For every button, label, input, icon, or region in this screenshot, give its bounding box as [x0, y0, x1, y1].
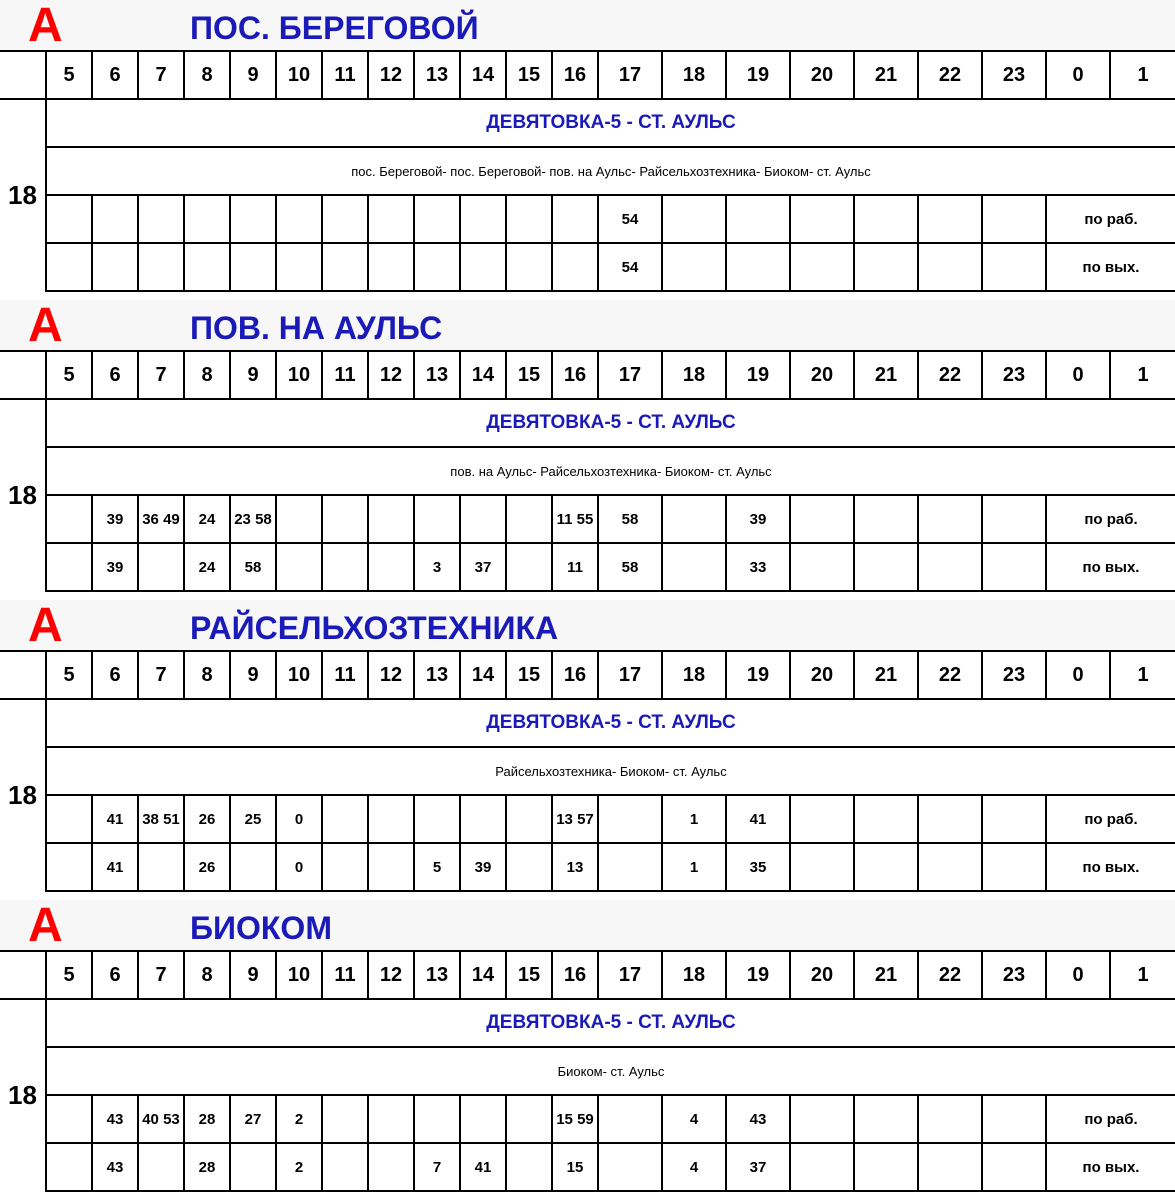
stop-name: ПОС. БЕРЕГОВОЙ [190, 10, 479, 46]
departure-cell [46, 795, 92, 843]
departure-cell [918, 795, 982, 843]
departure-cell: 3 [414, 543, 460, 591]
weekday-row [0, 795, 1175, 843]
hour-cell: 22 [918, 51, 982, 99]
departure-cell: 13 [552, 843, 598, 891]
departure-cell: 28 [184, 1095, 230, 1143]
departure-cell: 2 [276, 1143, 322, 1191]
departure-cell [368, 495, 414, 543]
departure-cell [552, 243, 598, 291]
stop-letter: А [28, 599, 63, 652]
departure-cell [790, 495, 854, 543]
departure-cell: 54 [598, 243, 662, 291]
departure-cell: 28 [184, 1143, 230, 1191]
hour-cell: 17 [598, 351, 662, 399]
schedule-table [0, 950, 1175, 1192]
departure-cell [230, 1143, 276, 1191]
departure-cell [854, 543, 918, 591]
hour-cell: 6 [92, 51, 138, 99]
stop-name: РАЙСЕЛЬХОЗТЕХНИКА [190, 610, 559, 646]
departure-cell [918, 543, 982, 591]
hour-cell: 7 [138, 651, 184, 699]
hour-cell: 11 [322, 351, 368, 399]
route-title: ДЕВЯТОВКА-5 - СТ. АУЛЬС [46, 399, 1175, 447]
hour-cell: 9 [230, 651, 276, 699]
route-number: 18 [0, 99, 46, 291]
departure-cell [662, 495, 726, 543]
route-path: Райсельхозтехника- Биоком- ст. Аульс [46, 747, 1175, 795]
hour-cell: 10 [276, 951, 322, 999]
departure-cell: 0 [276, 843, 322, 891]
departure-cell [230, 843, 276, 891]
hour-cell: 16 [552, 651, 598, 699]
departure-cell [230, 243, 276, 291]
departure-cell [982, 1143, 1046, 1191]
hour-cell: 6 [92, 951, 138, 999]
departure-cell [982, 843, 1046, 891]
departure-cell: 37 [726, 1143, 790, 1191]
departure-cell: 11 55 [552, 495, 598, 543]
departure-cell [854, 843, 918, 891]
departure-cell: 39 [726, 495, 790, 543]
departure-cell [46, 195, 92, 243]
stop-name: ПОВ. НА АУЛЬС [190, 310, 443, 346]
weekend-row [0, 543, 1175, 591]
hour-cell: 21 [854, 351, 918, 399]
weekday-label: по раб. [1046, 795, 1175, 843]
route-path: пос. Береговой- пос. Береговой- пов. на Аульс- Райсельхозтехника- Биоком- ст. Аульс [46, 147, 1175, 195]
weekday-label: по раб. [1046, 1095, 1175, 1143]
departure-cell: 58 [598, 543, 662, 591]
hour-cell: 10 [276, 351, 322, 399]
weekday-row [0, 195, 1175, 243]
stop-section [0, 600, 1175, 900]
route-number: 18 [0, 699, 46, 891]
departure-cell: 41 [726, 795, 790, 843]
departure-cell: 38 51 [138, 795, 184, 843]
departure-cell: 1 [662, 795, 726, 843]
stop-header [0, 900, 1175, 950]
hour-cell: 10 [276, 51, 322, 99]
hour-cell: 6 [92, 651, 138, 699]
departure-cell [276, 495, 322, 543]
hour-cell: 15 [506, 651, 552, 699]
departure-cell: 24 [184, 543, 230, 591]
departure-cell [46, 1143, 92, 1191]
hour-cell: 21 [854, 651, 918, 699]
departure-cell [276, 543, 322, 591]
hour-cell: 15 [506, 351, 552, 399]
departure-cell: 58 [230, 543, 276, 591]
hour-cell: 18 [662, 951, 726, 999]
hour-cell: 18 [662, 51, 726, 99]
departure-cell [92, 243, 138, 291]
departure-cell: 4 [662, 1143, 726, 1191]
departure-cell [506, 1095, 552, 1143]
departure-cell [918, 1143, 982, 1191]
departure-cell [982, 195, 1046, 243]
departure-cell [506, 243, 552, 291]
hour-cell: 5 [46, 51, 92, 99]
hour-cell: 14 [460, 951, 506, 999]
departure-cell: 27 [230, 1095, 276, 1143]
departure-cell [790, 795, 854, 843]
departure-cell [918, 243, 982, 291]
hour-cell: 14 [460, 51, 506, 99]
departure-cell [790, 243, 854, 291]
departure-cell: 43 [92, 1143, 138, 1191]
departure-cell [982, 495, 1046, 543]
departure-cell: 11 [552, 543, 598, 591]
departure-cell [854, 1143, 918, 1191]
hour-cell: 6 [92, 351, 138, 399]
hour-cell: 11 [322, 51, 368, 99]
corner-cell [0, 51, 46, 99]
departure-cell [982, 243, 1046, 291]
departure-cell [276, 243, 322, 291]
route-number: 18 [0, 399, 46, 591]
departure-cell [854, 1095, 918, 1143]
departure-cell [138, 843, 184, 891]
departure-cell: 39 [92, 495, 138, 543]
hour-cell: 20 [790, 651, 854, 699]
stop-section [0, 900, 1175, 1200]
hour-cell: 1 [1110, 51, 1175, 99]
schedule-table [0, 350, 1175, 592]
departure-cell [460, 195, 506, 243]
hour-cell: 16 [552, 51, 598, 99]
stop-section [0, 0, 1175, 300]
hour-cell: 9 [230, 351, 276, 399]
departure-cell: 39 [92, 543, 138, 591]
hour-cell: 0 [1046, 951, 1110, 999]
hour-cell: 18 [662, 351, 726, 399]
departure-cell [506, 1143, 552, 1191]
departure-cell: 43 [92, 1095, 138, 1143]
departure-cell [276, 195, 322, 243]
hours-row [0, 351, 1175, 399]
departure-cell [368, 543, 414, 591]
departure-cell [790, 543, 854, 591]
hour-cell: 7 [138, 351, 184, 399]
route-path: Биоком- ст. Аульс [46, 1047, 1175, 1095]
hour-cell: 15 [506, 951, 552, 999]
departure-cell [322, 495, 368, 543]
hours-row [0, 951, 1175, 999]
departure-cell: 54 [598, 195, 662, 243]
hour-cell: 20 [790, 351, 854, 399]
departure-cell [368, 1095, 414, 1143]
departure-cell [414, 795, 460, 843]
hour-cell: 15 [506, 51, 552, 99]
departure-cell [506, 795, 552, 843]
departure-cell: 1 [662, 843, 726, 891]
departure-cell: 39 [460, 843, 506, 891]
hour-cell: 8 [184, 651, 230, 699]
hours-row [0, 51, 1175, 99]
departure-cell [322, 1095, 368, 1143]
departure-cell [46, 843, 92, 891]
hour-cell: 7 [138, 951, 184, 999]
departure-cell [322, 243, 368, 291]
hour-cell: 12 [368, 351, 414, 399]
departure-cell: 13 57 [552, 795, 598, 843]
hour-cell: 12 [368, 951, 414, 999]
departure-cell: 40 53 [138, 1095, 184, 1143]
route-path: пов. на Аульс- Райсельхозтехника- Биоком- ст. Аульс [46, 447, 1175, 495]
departure-cell [460, 1095, 506, 1143]
stop-name: БИОКОМ [190, 910, 332, 946]
departure-cell [414, 1095, 460, 1143]
departure-cell [854, 495, 918, 543]
departure-cell [662, 543, 726, 591]
hour-cell: 13 [414, 951, 460, 999]
departure-cell [790, 1095, 854, 1143]
departure-cell [598, 1143, 662, 1191]
departure-cell [460, 795, 506, 843]
departure-cell [322, 543, 368, 591]
departure-cell [414, 495, 460, 543]
departure-cell [790, 1143, 854, 1191]
hour-cell: 21 [854, 951, 918, 999]
departure-cell [368, 1143, 414, 1191]
stop-header [0, 600, 1175, 650]
departure-cell [726, 243, 790, 291]
hour-cell: 5 [46, 951, 92, 999]
hour-cell: 13 [414, 651, 460, 699]
hour-cell: 11 [322, 951, 368, 999]
hour-cell: 12 [368, 51, 414, 99]
hour-cell: 19 [726, 351, 790, 399]
departure-cell: 33 [726, 543, 790, 591]
departure-cell: 37 [460, 543, 506, 591]
departure-cell [138, 243, 184, 291]
hour-cell: 17 [598, 651, 662, 699]
departure-cell: 15 59 [552, 1095, 598, 1143]
departure-cell [918, 843, 982, 891]
hour-cell: 5 [46, 351, 92, 399]
hour-cell: 23 [982, 51, 1046, 99]
corner-cell [0, 951, 46, 999]
weekday-label: по раб. [1046, 195, 1175, 243]
departure-cell [92, 195, 138, 243]
departure-cell: 15 [552, 1143, 598, 1191]
hour-cell: 22 [918, 651, 982, 699]
hour-cell: 16 [552, 951, 598, 999]
hour-cell: 1 [1110, 951, 1175, 999]
departure-cell [662, 243, 726, 291]
departure-cell [322, 1143, 368, 1191]
departure-cell [854, 243, 918, 291]
departure-cell: 58 [598, 495, 662, 543]
route-title: ДЕВЯТОВКА-5 - СТ. АУЛЬС [46, 699, 1175, 747]
hour-cell: 14 [460, 651, 506, 699]
departure-cell [506, 495, 552, 543]
stop-section [0, 300, 1175, 600]
departure-cell [506, 843, 552, 891]
hour-cell: 13 [414, 51, 460, 99]
corner-cell [0, 651, 46, 699]
departure-cell: 41 [92, 795, 138, 843]
weekend-label: по вых. [1046, 843, 1175, 891]
departure-cell: 36 49 [138, 495, 184, 543]
hour-cell: 19 [726, 951, 790, 999]
departure-cell [506, 195, 552, 243]
hour-cell: 12 [368, 651, 414, 699]
departure-cell [598, 843, 662, 891]
departure-cell: 23 58 [230, 495, 276, 543]
weekend-row [0, 243, 1175, 291]
hour-cell: 23 [982, 951, 1046, 999]
departure-cell: 4 [662, 1095, 726, 1143]
stop-header [0, 300, 1175, 350]
departure-cell [138, 1143, 184, 1191]
hour-cell: 5 [46, 651, 92, 699]
departure-cell [598, 795, 662, 843]
stop-letter: А [28, 899, 63, 952]
hour-cell: 9 [230, 51, 276, 99]
hour-cell: 17 [598, 951, 662, 999]
departure-cell: 25 [230, 795, 276, 843]
departure-cell [46, 543, 92, 591]
weekend-label: по вых. [1046, 243, 1175, 291]
hours-row [0, 651, 1175, 699]
hour-cell: 18 [662, 651, 726, 699]
departure-cell [138, 195, 184, 243]
weekend-label: по вых. [1046, 1143, 1175, 1191]
departure-cell [230, 195, 276, 243]
departure-cell [322, 795, 368, 843]
departure-cell: 26 [184, 843, 230, 891]
schedule-table [0, 650, 1175, 892]
departure-cell: 41 [460, 1143, 506, 1191]
weekend-row [0, 1143, 1175, 1191]
hour-cell: 8 [184, 351, 230, 399]
departure-cell [184, 243, 230, 291]
departure-cell [368, 795, 414, 843]
departure-cell: 43 [726, 1095, 790, 1143]
departure-cell: 5 [414, 843, 460, 891]
hour-cell: 1 [1110, 651, 1175, 699]
weekday-row [0, 495, 1175, 543]
hour-cell: 21 [854, 51, 918, 99]
departure-cell [918, 1095, 982, 1143]
hour-cell: 0 [1046, 351, 1110, 399]
departure-cell [368, 243, 414, 291]
departure-cell [982, 1095, 1046, 1143]
departure-cell: 24 [184, 495, 230, 543]
departure-cell: 35 [726, 843, 790, 891]
hour-cell: 8 [184, 51, 230, 99]
hour-cell: 11 [322, 651, 368, 699]
hour-cell: 7 [138, 51, 184, 99]
hour-cell: 13 [414, 351, 460, 399]
departure-cell: 26 [184, 795, 230, 843]
departure-cell [982, 543, 1046, 591]
departure-cell [552, 195, 598, 243]
departure-cell: 2 [276, 1095, 322, 1143]
hour-cell: 19 [726, 51, 790, 99]
departure-cell: 7 [414, 1143, 460, 1191]
weekday-label: по раб. [1046, 495, 1175, 543]
departure-cell [918, 195, 982, 243]
departure-cell [46, 243, 92, 291]
hour-cell: 23 [982, 651, 1046, 699]
departure-cell [46, 1095, 92, 1143]
departure-cell [460, 243, 506, 291]
route-number: 18 [0, 999, 46, 1191]
departure-cell [322, 195, 368, 243]
departure-cell [598, 1095, 662, 1143]
departure-cell [790, 195, 854, 243]
hour-cell: 14 [460, 351, 506, 399]
hour-cell: 22 [918, 951, 982, 999]
hour-cell: 17 [598, 51, 662, 99]
hour-cell: 1 [1110, 351, 1175, 399]
departure-cell [368, 843, 414, 891]
departure-cell [662, 195, 726, 243]
hour-cell: 0 [1046, 651, 1110, 699]
departure-cell [138, 543, 184, 591]
stop-letter: А [28, 299, 63, 352]
departure-cell [790, 843, 854, 891]
weekend-label: по вых. [1046, 543, 1175, 591]
departure-cell [184, 195, 230, 243]
hour-cell: 9 [230, 951, 276, 999]
departure-cell [726, 195, 790, 243]
weekday-row [0, 1095, 1175, 1143]
route-title: ДЕВЯТОВКА-5 - СТ. АУЛЬС [46, 99, 1175, 147]
route-title: ДЕВЯТОВКА-5 - СТ. АУЛЬС [46, 999, 1175, 1047]
departure-cell [414, 195, 460, 243]
hour-cell: 10 [276, 651, 322, 699]
schedule-table [0, 50, 1175, 292]
departure-cell [322, 843, 368, 891]
departure-cell [460, 495, 506, 543]
hour-cell: 8 [184, 951, 230, 999]
departure-cell [982, 795, 1046, 843]
stop-letter: А [28, 0, 63, 52]
departure-cell [414, 243, 460, 291]
departure-cell [918, 495, 982, 543]
weekend-row [0, 843, 1175, 891]
stop-header [0, 0, 1175, 50]
hour-cell: 0 [1046, 51, 1110, 99]
hour-cell: 19 [726, 651, 790, 699]
departure-cell [46, 495, 92, 543]
departure-cell [854, 195, 918, 243]
hour-cell: 20 [790, 51, 854, 99]
departure-cell [506, 543, 552, 591]
departure-cell [368, 195, 414, 243]
hour-cell: 23 [982, 351, 1046, 399]
departure-cell: 41 [92, 843, 138, 891]
corner-cell [0, 351, 46, 399]
hour-cell: 16 [552, 351, 598, 399]
hour-cell: 20 [790, 951, 854, 999]
departure-cell [854, 795, 918, 843]
departure-cell: 0 [276, 795, 322, 843]
hour-cell: 22 [918, 351, 982, 399]
